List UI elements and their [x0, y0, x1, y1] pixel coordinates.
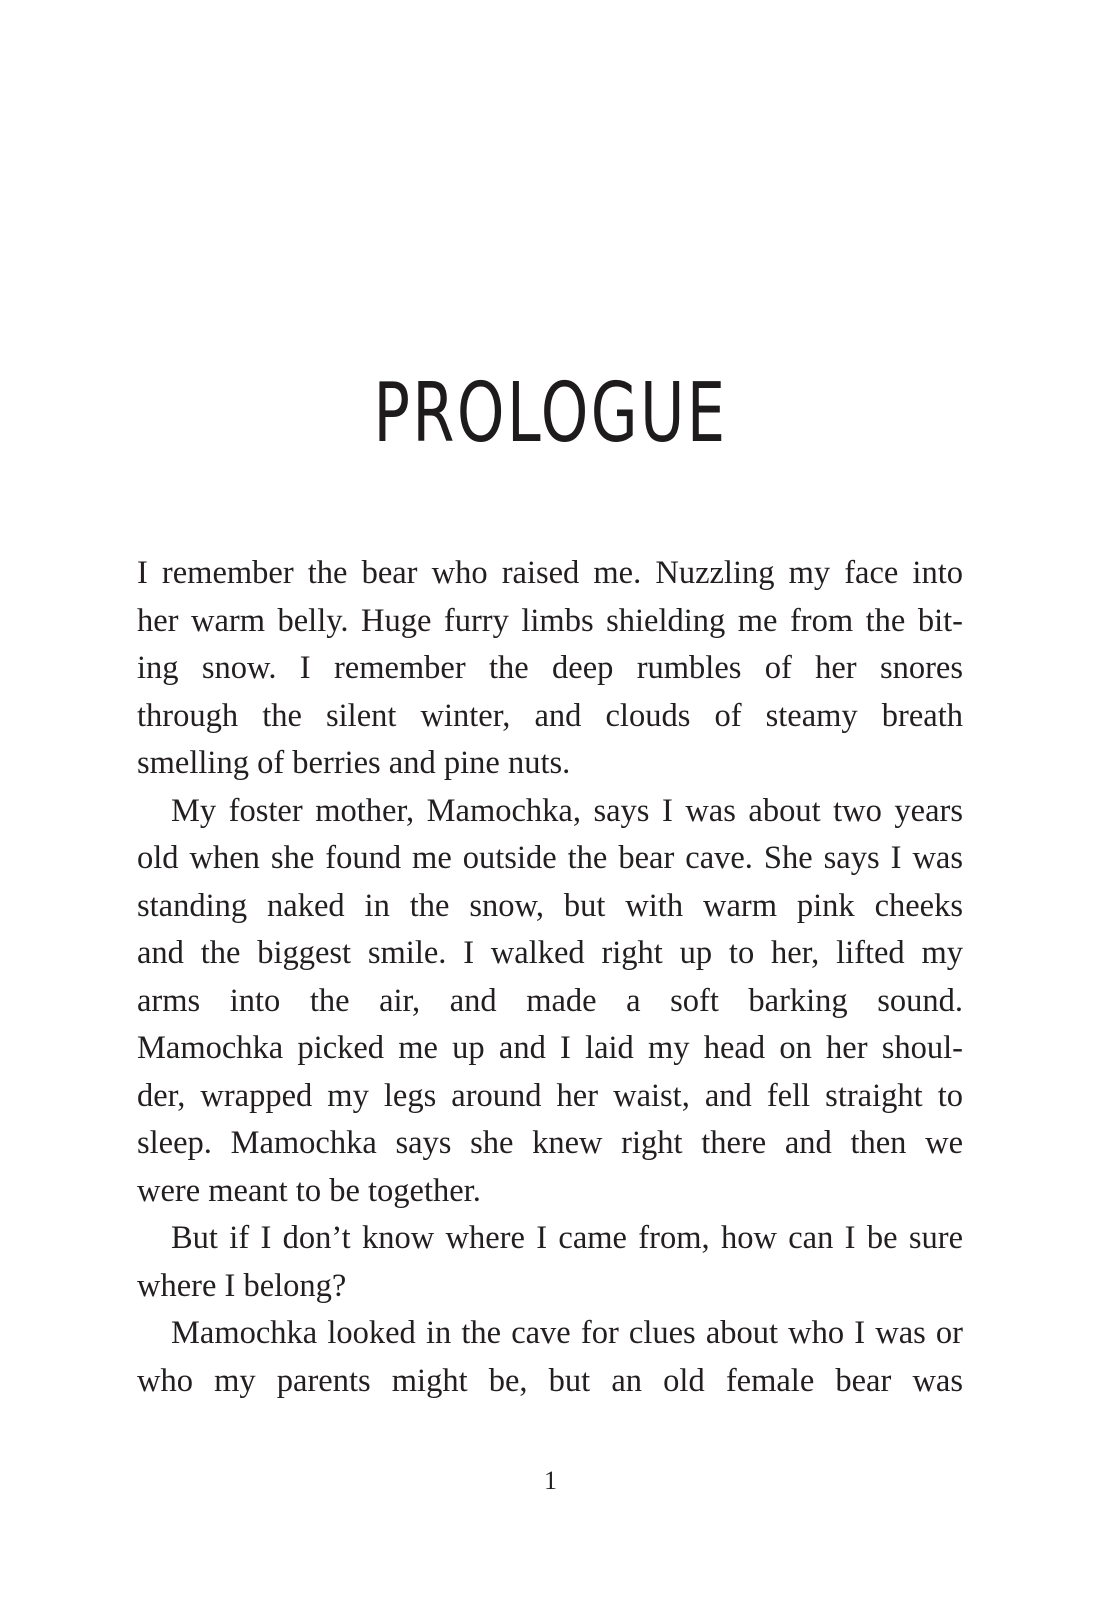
text-line: Mamochka looked in the cave for clues about who I was or	[171, 1315, 963, 1351]
text-line: were meant to be together.	[137, 1172, 481, 1209]
text-line: arms into the air, and made a soft barking sound.	[137, 982, 963, 1019]
text-line: Mamochka picked me up and I laid my head on her shoul-	[137, 1030, 963, 1066]
text-line: standing naked in the snow, but with warm pink cheeks	[137, 887, 963, 924]
text-line: and the biggest smile. I walked right up to her, lifted my	[137, 935, 963, 971]
text-line: where I belong?	[137, 1267, 347, 1304]
text-line: who my parents might be, but an old female bear was	[137, 1362, 963, 1399]
text-line: ing snow. I remember the deep rumbles of her snores	[137, 650, 963, 686]
text-line: old when she found me outside the bear cave. She says I was	[137, 840, 963, 876]
text-line: her warm belly. Huge furry limbs shielding me from the bit-	[137, 602, 963, 639]
text-line: I remember the bear who raised me. Nuzzling my face into	[137, 555, 963, 591]
text-line: der, wrapped my legs around her waist, and fell straight to	[137, 1077, 963, 1114]
text-line: But if I don’t know where I came from, how can I be sure	[171, 1220, 963, 1256]
chapter-title: PROLOGUE	[373, 365, 728, 461]
text-line: smelling of berries and pine nuts.	[137, 745, 571, 781]
text-line: sleep. Mamochka says she knew right there and then we	[137, 1125, 963, 1161]
text-line: My foster mother, Mamochka, says I was about two years	[171, 792, 963, 829]
page-number: 1	[544, 1466, 557, 1495]
text-line: through the silent winter, and clouds of steamy breath	[137, 697, 963, 734]
prologue-text	[137, 550, 963, 1405]
